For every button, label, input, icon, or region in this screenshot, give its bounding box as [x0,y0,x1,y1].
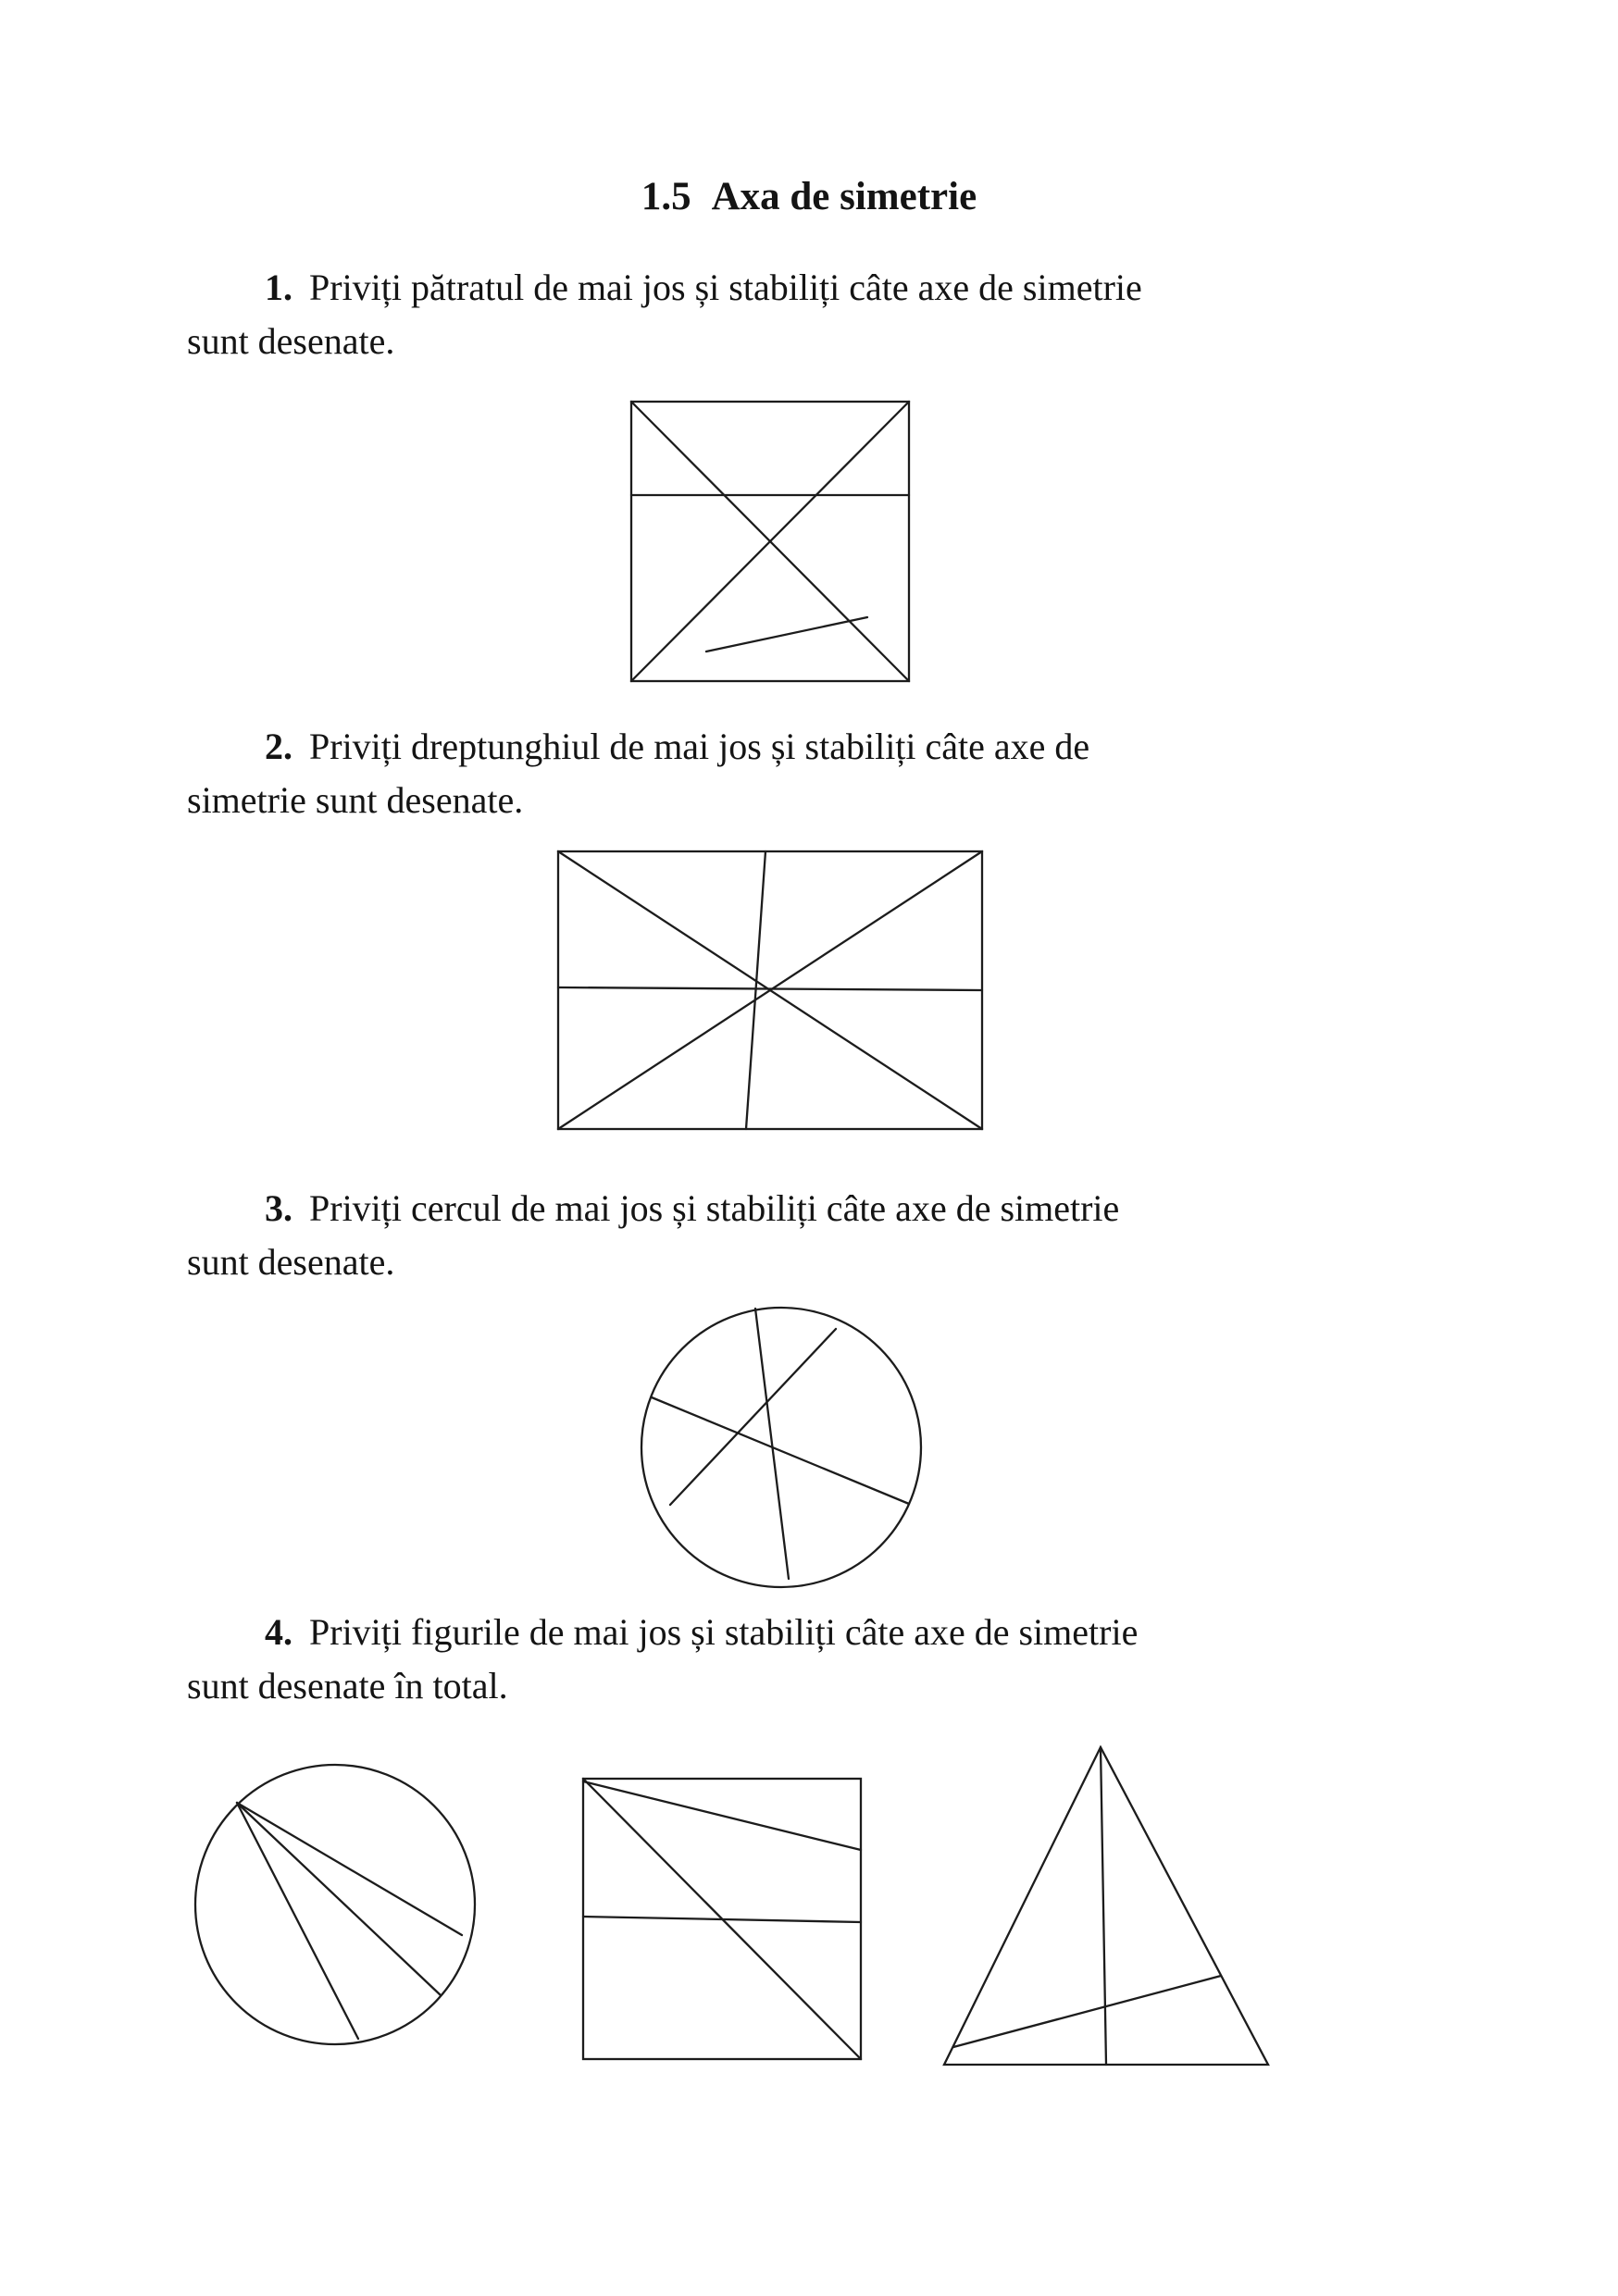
exercise-4-triangle-figure [941,1744,1273,2068]
exercise-4-statement [187,1606,1427,1713]
section-title: Axa de simetrie [711,175,977,218]
exercise-1-line-1 [187,261,1427,315]
exercise-3-circle-figure-svg [637,1303,926,1592]
exercise-1-line-2: sunt desenate. [187,320,395,362]
exercise-2-rectangle-figure-svg [556,850,985,1132]
exercise-4-line-2: sunt desenate în total. [187,1665,508,1706]
exercise-2-number: 2. [265,726,292,767]
exercise-3-line-2: sunt desenate. [187,1241,395,1283]
section-number: 1.5 [641,175,691,218]
exercise-1-statement [187,261,1427,368]
exercise-4-circle-figure-svg [191,1760,479,2049]
exercise-2-line-2: simetrie sunt desenate. [187,779,524,821]
exercise-4-line-1 [187,1606,1427,1659]
page-title [0,174,1618,219]
exercise-4-number: 4. [265,1611,292,1653]
exercise-2-text-first: Priviți dreptunghiul de mai jos și stabiliți câte axe de [309,726,1090,767]
exercise-1-number: 1. [265,267,292,308]
exercise-4-circle-figure [191,1760,479,2049]
exercise-2-rectangle-figure [556,850,985,1132]
exercise-3-text-first: Priviți cercul de mai jos și stabiliți câte axe de simetrie [309,1187,1120,1229]
exercise-4-triangle-figure-svg [941,1744,1273,2068]
exercise-3-circle-figure [637,1303,926,1592]
exercise-3-line-1 [187,1182,1427,1235]
exercise-4-square-figure [581,1777,864,2062]
exercise-3-statement [187,1182,1427,1289]
exercise-3-number: 3. [265,1187,292,1229]
exercise-1-text-first: Priviți pătratul de mai jos și stabiliți câte axe de simetrie [309,267,1142,308]
exercise-2-statement [187,720,1427,827]
exercise-1-square-figure-svg [629,400,912,684]
exercise-4-square-figure-svg [581,1777,864,2062]
exercise-4-text-first: Priviți figurile de mai jos și stabiliți câte axe de simetrie [309,1611,1139,1653]
exercise-1-square-figure [629,400,912,684]
exercise-2-line-1 [187,720,1427,774]
